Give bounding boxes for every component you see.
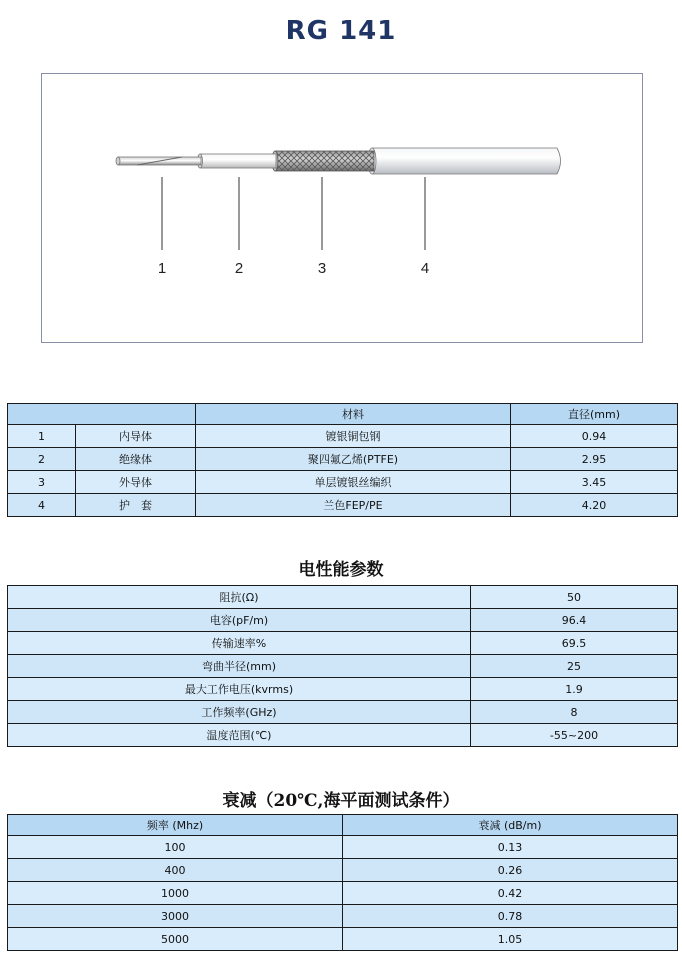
callout-4: 4	[420, 260, 430, 277]
part-material: 镀银铜包钢	[196, 425, 511, 448]
table-row	[8, 655, 678, 678]
part-name: 外导体	[76, 471, 196, 494]
param-name: 电容(pF/m)	[8, 609, 471, 632]
part-name: 内导体	[76, 425, 196, 448]
part-diameter: 0.94	[511, 425, 678, 448]
callout-3: 3	[317, 260, 327, 277]
attenuation-value: 0.26	[343, 859, 678, 882]
part-diameter: 3.45	[511, 471, 678, 494]
param-value: 25	[471, 655, 678, 678]
param-name: 阻抗(Ω)	[8, 586, 471, 609]
electrical-table	[7, 585, 678, 747]
construction-header-material: 材料	[196, 404, 511, 425]
part-material: 单层镀银丝编织	[196, 471, 511, 494]
table-row	[8, 609, 678, 632]
callout-1: 1	[157, 260, 167, 277]
attenuation-value: 0.78	[343, 905, 678, 928]
param-value: 69.5	[471, 632, 678, 655]
table-row	[8, 471, 678, 494]
param-value: 96.4	[471, 609, 678, 632]
attenuation-header-atten: 衰减 (dB/m)	[343, 815, 678, 836]
row-number: 2	[8, 448, 76, 471]
attenuation-value: 0.42	[343, 882, 678, 905]
param-name: 最大工作电压(kvrms)	[8, 678, 471, 701]
param-name: 工作频率(GHz)	[8, 701, 471, 724]
insulation-layer	[198, 154, 277, 168]
table-row	[8, 724, 678, 747]
callout-2: 2	[234, 260, 244, 277]
page-title: RG 141	[285, 16, 397, 46]
part-name: 护 套	[76, 494, 196, 517]
cable-illustration	[42, 74, 642, 342]
param-name: 传输速率%	[8, 632, 471, 655]
table-row	[8, 586, 678, 609]
construction-header-diameter: 直径(mm)	[511, 404, 678, 425]
attenuation-header-freq: 频率 (Mhz)	[8, 815, 343, 836]
part-name: 绝缘体	[76, 448, 196, 471]
attenuation-table	[7, 814, 678, 951]
row-number: 3	[8, 471, 76, 494]
param-value: 8	[471, 701, 678, 724]
table-row	[8, 905, 678, 928]
frequency-value: 3000	[8, 905, 343, 928]
table-row	[8, 859, 678, 882]
electrical-heading: 电性能参数	[298, 560, 384, 580]
param-name: 温度范围(℃)	[8, 724, 471, 747]
table-row	[8, 448, 678, 471]
part-material: 兰色FEP/PE	[196, 494, 511, 517]
table-row	[8, 425, 678, 448]
table-row	[8, 928, 678, 951]
param-name: 弯曲半径(mm)	[8, 655, 471, 678]
inner-conductor	[116, 157, 201, 165]
param-value: -55~200	[471, 724, 678, 747]
row-number: 4	[8, 494, 76, 517]
part-diameter: 2.95	[511, 448, 678, 471]
frequency-value: 100	[8, 836, 343, 859]
table-row	[8, 701, 678, 724]
frequency-value: 1000	[8, 882, 343, 905]
part-diameter: 4.20	[511, 494, 678, 517]
table-row	[8, 632, 678, 655]
attenuation-value: 1.05	[343, 928, 678, 951]
table-row	[8, 836, 678, 859]
braid-layer	[272, 151, 374, 171]
attenuation-heading: 衰减（20℃,海平面测试条件）	[222, 791, 460, 811]
table-row	[8, 678, 678, 701]
jacket-layer	[368, 148, 561, 174]
param-value: 1.9	[471, 678, 678, 701]
row-number: 1	[8, 425, 76, 448]
frequency-value: 5000	[8, 928, 343, 951]
cable-diagram	[41, 73, 643, 343]
table-row	[8, 882, 678, 905]
param-value: 50	[471, 586, 678, 609]
construction-table	[7, 403, 678, 517]
table-row	[8, 494, 678, 517]
frequency-value: 400	[8, 859, 343, 882]
construction-header-blank	[8, 404, 196, 425]
attenuation-value: 0.13	[343, 836, 678, 859]
part-material: 聚四氟乙烯(PTFE)	[196, 448, 511, 471]
